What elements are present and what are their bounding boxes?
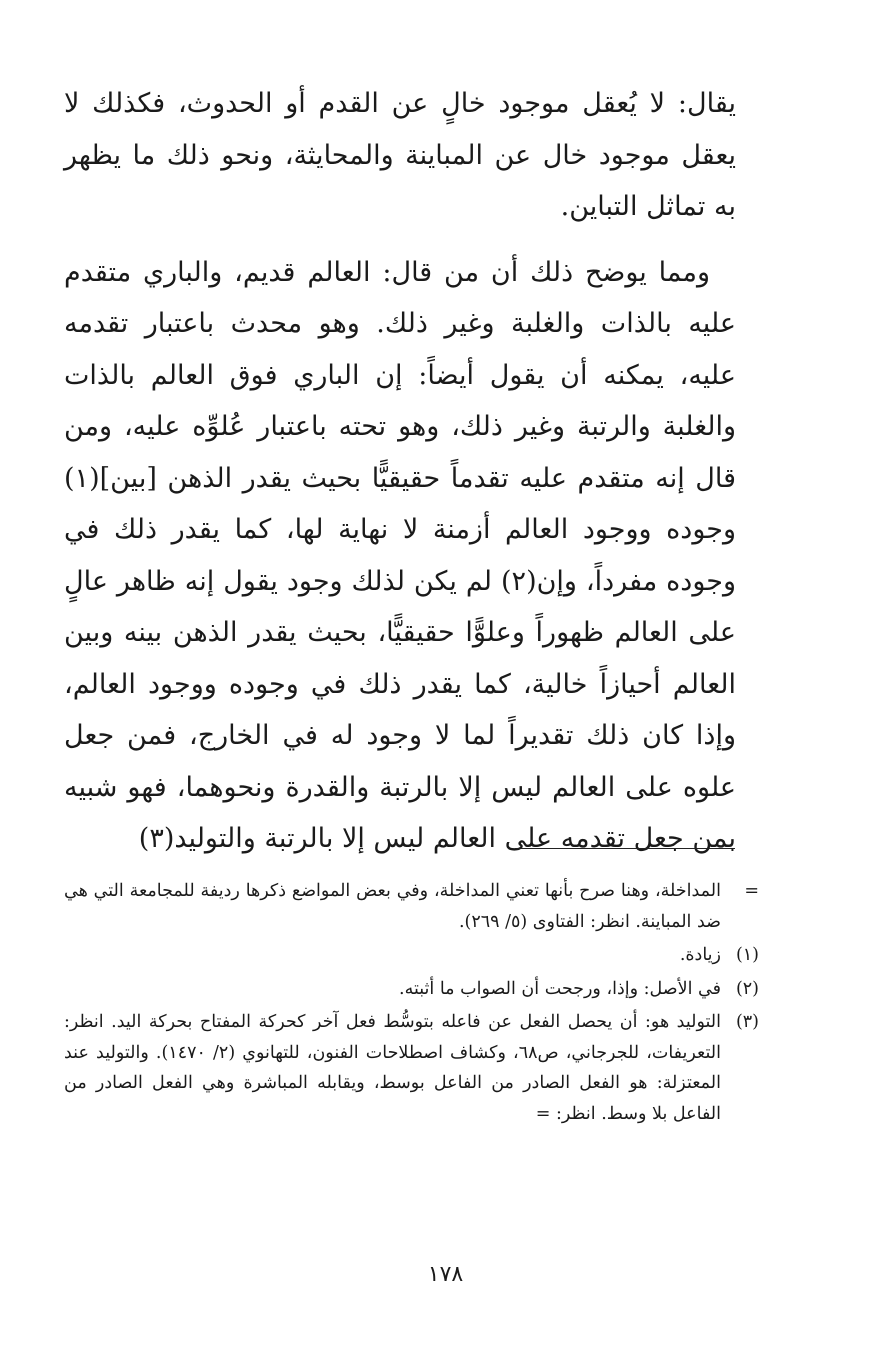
footnote-marker: (١) <box>735 945 759 965</box>
main-text <box>64 78 736 865</box>
footnote-marker: = <box>744 881 759 901</box>
footnote-text: زيادة. <box>679 945 721 965</box>
footnote-3 <box>64 1007 759 1129</box>
footnote-1 <box>64 940 759 971</box>
footnotes <box>64 876 759 1132</box>
footnote-divider <box>515 848 735 849</box>
paragraph-2: ومما يوضح ذلك أن من قال: العالم قديم، والباري متقدم عليه بالذات والغلبة وغير ذلك. وهو محدث باعتبار تقدمه عليه، يمكنه أن يقول أيضاً: إن الباري فوق العالم بالذات والغلبة والرتبة وغير ذلك، وهو تحته باعتبار عُلوِّه عليه، ومن قال إنه متقدم عليه تقدماً حقيقيًّا بحيث يقدر الذهن [بين](١) وجوده ووجود العالم أزمنة لا نهاية لها، كما يقدر ذلك في وجوده مفرداً، وإن(٢) لم يكن لذلك وجود يقول إنه ظاهر عالٍ على العالم ظهوراً وعلوًّا حقيقيًّا، بحيث يقدر الذهن بينه وبين العالم أحيازاً خالية، كما يقدر ذلك في وجوده ووجود العالم، وإذا كان ذلك تقديراً لما لا وجود له في الخارج، فمن جعل علوه على العالم ليس إلا بالرتبة والقدرة ونحوهما، فهو شبيه بمن جعل تقدمه على العالم ليس إلا بالرتبة والتوليد(٣) <box>64 256 736 854</box>
footnote-text: التوليد هو: أن يحصل الفعل عن فاعله بتوسُّط فعل آخر كحركة المفتاح بحركة اليد. انظر: التعريفات، للجرجاني، ص٦٨، وكشاف اصطلاحات الفنون، للتهانوي (٢/ ١٤٧٠). والتوليد عند المعتزلة: هو الفعل الصادر من الفاعل بوسط، ويقابله المباشرة وهي الفعل الصادر من الفاعل بلا وسط. انظر: = <box>64 1012 721 1124</box>
page-number: ١٧٨ <box>427 1262 464 1287</box>
paragraph-1: يقال: لا يُعقل موجود خالٍ عن القدم أو الحدوث، فكذلك لا يعقل موجود خال عن المباينة والمحايثة، ونحو ذلك ما يظهر به تماثل التباين. <box>64 88 736 222</box>
footnote-text: المداخلة، وهنا صرح بأنها تعني المداخلة، وفي بعض المواضع ذكرها رديفة للمجامعة التي هي ضد المباينة. انظر: الفتاوى (٥/ ٢٦٩). <box>64 881 721 932</box>
footnote-continuation <box>64 876 759 937</box>
footnote-text: في الأصل: وإذا، ورجحت أن الصواب ما أثبته. <box>399 978 721 999</box>
footnote-marker: (٢) <box>735 978 759 999</box>
footnote-2 <box>64 974 759 1005</box>
footnote-marker: (٣) <box>735 1012 759 1032</box>
